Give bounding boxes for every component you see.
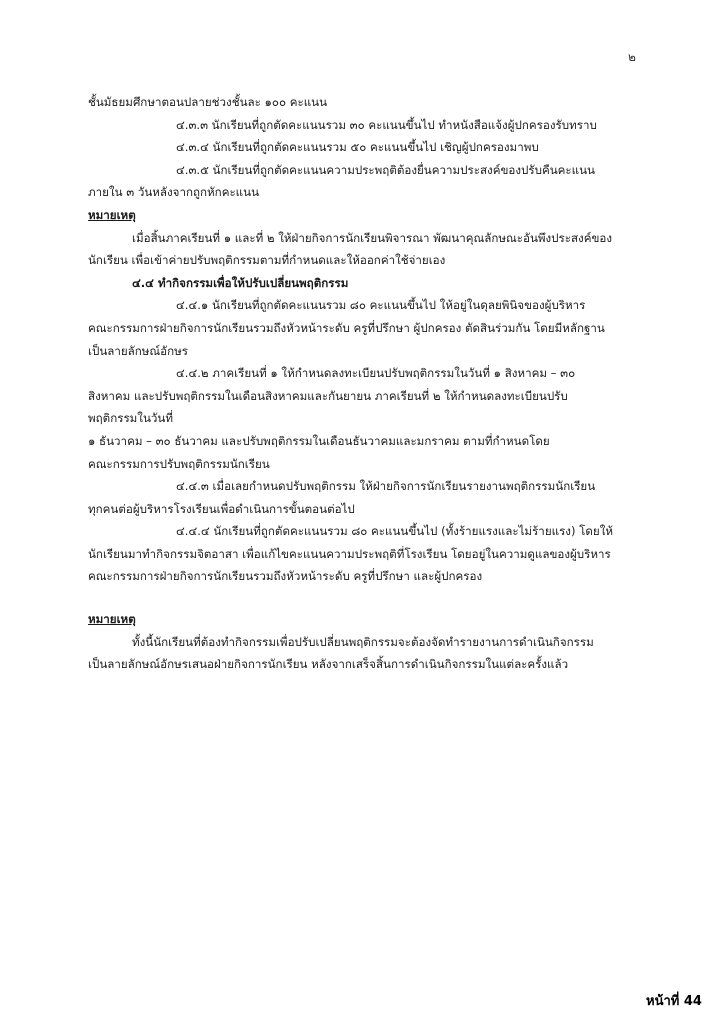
text-line: คณะกรรมการฝ่ายกิจการนักเรียนรวมถึงหัวหน้าระดับ ครูที่ปรึกษา ผู้ปกครอง ตัดสินร่วมกัน โดยมีหลักฐาน [88, 320, 605, 335]
document-body [88, 91, 640, 676]
note-text: ทั้งนี้นักเรียนที่ต้องทำกิจกรรมเพื่อปรับเปลี่ยนพฤติกรรมจะต้องจัดทำรายงานการดำเนินกิจกรรม [132, 634, 594, 649]
text-line: สิงหาคม และปรับพฤติกรรมในเดือนสิงหาคมและกันยายน ภาคเรียนที่ ๒ ให้กำหนดลงทะเบียนปรับ [88, 388, 568, 403]
text-line: ภายใน ๓ วันหลังจากถูกหักคะแนน [88, 185, 260, 200]
clause-4-3-3: ๔.๓.๓ นักเรียนที่ถูกตัดคะแนนรวม ๓๐ คะแนนขึ้นไป ทำหนังสือแจ้งผู้ปกครองรับทราบ [176, 117, 597, 132]
note-heading: หมายเหตุ [88, 612, 136, 627]
text-line: ๑ ธันวาคม – ๓๐ ธันวาคม และปรับพฤติกรรมในเดือนธันวาคมและมกราคม ตามที่กำหนดโดย [88, 433, 550, 448]
clause-4-4-2: ๔.๔.๒ ภาคเรียนที่ ๑ ให้กำหนดลงทะเบียนปรับพฤติกรรมในวันที่ ๑ สิงหาคม – ๓๐ [176, 366, 576, 381]
text-line: นักเรียนมาทำกิจกรรมจิตอาสา เพื่อแก้ไขคะแนนความประพฤติที่โรงเรียน โดยอยู่ในความดูแลของผู้บริหาร [88, 546, 611, 561]
text-line: ชั้นมัธยมศึกษาตอนปลายช่วงชั้นละ ๑๐๐ คะแนน [88, 95, 328, 109]
text-line: พฤติกรรมในวันที่ [88, 411, 173, 426]
section-heading-4-4: ๔.๔ ทำกิจกรรมเพื่อให้ปรับเปลี่ยนพฤติกรรม [132, 275, 349, 290]
text-line: คณะกรรมการปรับพฤติกรรมนักเรียน [88, 456, 270, 471]
clause-4-3-5: ๔.๓.๕ นักเรียนที่ถูกตัดคะแนนความประพฤติต้องยื่นความประสงค์ของปรับคืนคะแนน [176, 162, 595, 177]
footer-page-number: หน้าที่ 44 [646, 994, 702, 1009]
top-page-number: ๒ [628, 50, 636, 64]
clause-4-3-4: ๔.๓.๔ นักเรียนที่ถูกตัดคะแนนรวม ๕๐ คะแนนขึ้นไป เชิญผู้ปกครองมาพบ [176, 140, 539, 155]
text-line: เป็นลายลักษณ์อักษร [88, 343, 189, 358]
note-text: เมื่อสิ้นภาคเรียนที่ ๑ และที่ ๒ ให้ฝ่ายกิจการนักเรียนพิจารณา พัฒนาคุณลักษณะอันพึงประสงค์ของ [132, 230, 613, 245]
text-line: นักเรียน เพื่อเข้าค่ายปรับพฤติกรรมตามที่กำหนดและให้ออกค่าใช้จ่ายเอง [88, 253, 446, 268]
clause-4-4-3: ๔.๔.๓ เมื่อเลยกำหนดปรับพฤติกรรม ให้ฝ่ายกิจการนักเรียนรายงานพฤติกรรมนักเรียน [176, 479, 596, 494]
text-line: เป็นลายลักษณ์อักษรเสนอฝ่ายกิจการนักเรียน หลังจากเสร็จสิ้นการดำเนินกิจกรรมในแต่ละครั้งแล้ว [88, 657, 569, 672]
clause-4-4-4: ๔.๔.๔ นักเรียนที่ถูกตัดคะแนนรวม ๘๐ คะแนนขึ้นไป (ทั้งร้ายแรงและไม่ร้ายแรง) โดยให้ [176, 524, 614, 539]
clause-4-4-1: ๔.๔.๑ นักเรียนที่ถูกตัดคะแนนรวม ๘๐ คะแนนขึ้นไป ให้อยู่ในดุลยพินิจของผู้บริหาร [176, 298, 586, 313]
text-line: คณะกรรมการฝ่ายกิจการนักเรียนรวมถึงหัวหน้าระดับ ครูที่ปรึกษา และผู้ปกครอง [88, 569, 483, 584]
text-line: ทุกคนต่อผู้บริหารโรงเรียนเพื่อดำเนินการขั้นตอนต่อไป [88, 501, 355, 516]
note-heading: หมายเหตุ [88, 207, 136, 222]
